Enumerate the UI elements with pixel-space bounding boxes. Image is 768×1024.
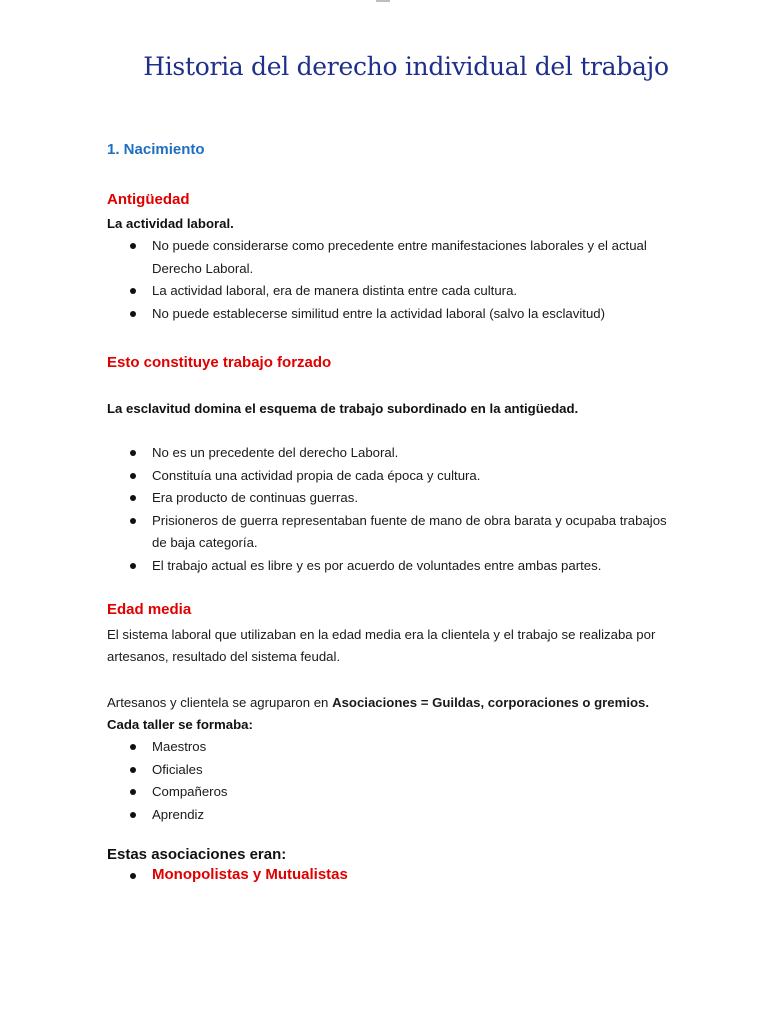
taller-list (107, 736, 667, 826)
bullet-icon (130, 288, 136, 294)
list-item: Maestros (107, 736, 667, 759)
section-heading-nacimiento: 1. Nacimiento (107, 141, 205, 158)
bullet-icon (130, 744, 136, 750)
bullet-icon (130, 812, 136, 818)
list-item: Monopolistas y Mutualistas (107, 864, 667, 887)
list-item: Era producto de continuas guerras. (107, 487, 667, 510)
heading-edad-media: Edad media (107, 601, 192, 618)
bullet-icon (130, 243, 136, 249)
list-item: La actividad laboral, era de manera distinta entre cada cultura. (107, 280, 667, 303)
antiguedad-list (107, 235, 667, 325)
list-item: Aprendiz (107, 804, 667, 827)
page-top-mark (376, 0, 390, 2)
esclavitud-statement: La esclavitud domina el esquema de trabajo subordinado en la antigüedad. (107, 401, 579, 416)
bullet-icon (130, 311, 136, 317)
heading-antiguedad: Antigüedad (107, 191, 190, 208)
bullet-icon (130, 495, 136, 501)
bullet-icon (130, 518, 136, 524)
list-item: Constituía una actividad propia de cada época y cultura. (107, 465, 667, 488)
subheading-actividad-laboral: La actividad laboral. (107, 216, 234, 231)
taller-label: Cada taller se formaba: (107, 717, 253, 732)
list-item: El trabajo actual es libre y es por acuerdo de voluntades entre ambas partes. (107, 555, 667, 578)
list-item: No puede establecerse similitud entre la actividad laboral (salvo la esclavitud) (107, 303, 667, 326)
asociaciones-line: Artesanos y clientela se agruparon en Asociaciones = Guildas, corporaciones o gremios. (107, 695, 650, 710)
list-item: No es un precedente del derecho Laboral. (107, 442, 667, 465)
bullet-icon (130, 563, 136, 569)
document-title: Historia del derecho individual del trabajo (143, 52, 669, 81)
asociaciones-tipo-list (107, 864, 667, 887)
bullet-icon (130, 450, 136, 456)
bullet-icon (130, 873, 136, 879)
edad-media-paragraph: El sistema laboral que utilizaban en la edad media era la clientela y el trabajo se realizaba por artesanos, resultado del sistema feudal. (107, 627, 656, 664)
list-item: Oficiales (107, 759, 667, 782)
heading-trabajo-forzado: Esto constituye trabajo forzado (107, 354, 332, 371)
list-item: Prisioneros de guerra representaban fuente de mano de obra barata y ocupaba trabajos de baja categoría. (107, 510, 667, 555)
bullet-icon (130, 767, 136, 773)
bullet-icon (130, 789, 136, 795)
list-item: Compañeros (107, 781, 667, 804)
list-item: No puede considerarse como precedente entre manifestaciones laborales y el actual Derecho Laboral. (107, 235, 667, 280)
bullet-icon (130, 473, 136, 479)
asociaciones-eran-label: Estas asociaciones eran: (107, 846, 287, 863)
trabajo-forzado-list (107, 442, 667, 577)
